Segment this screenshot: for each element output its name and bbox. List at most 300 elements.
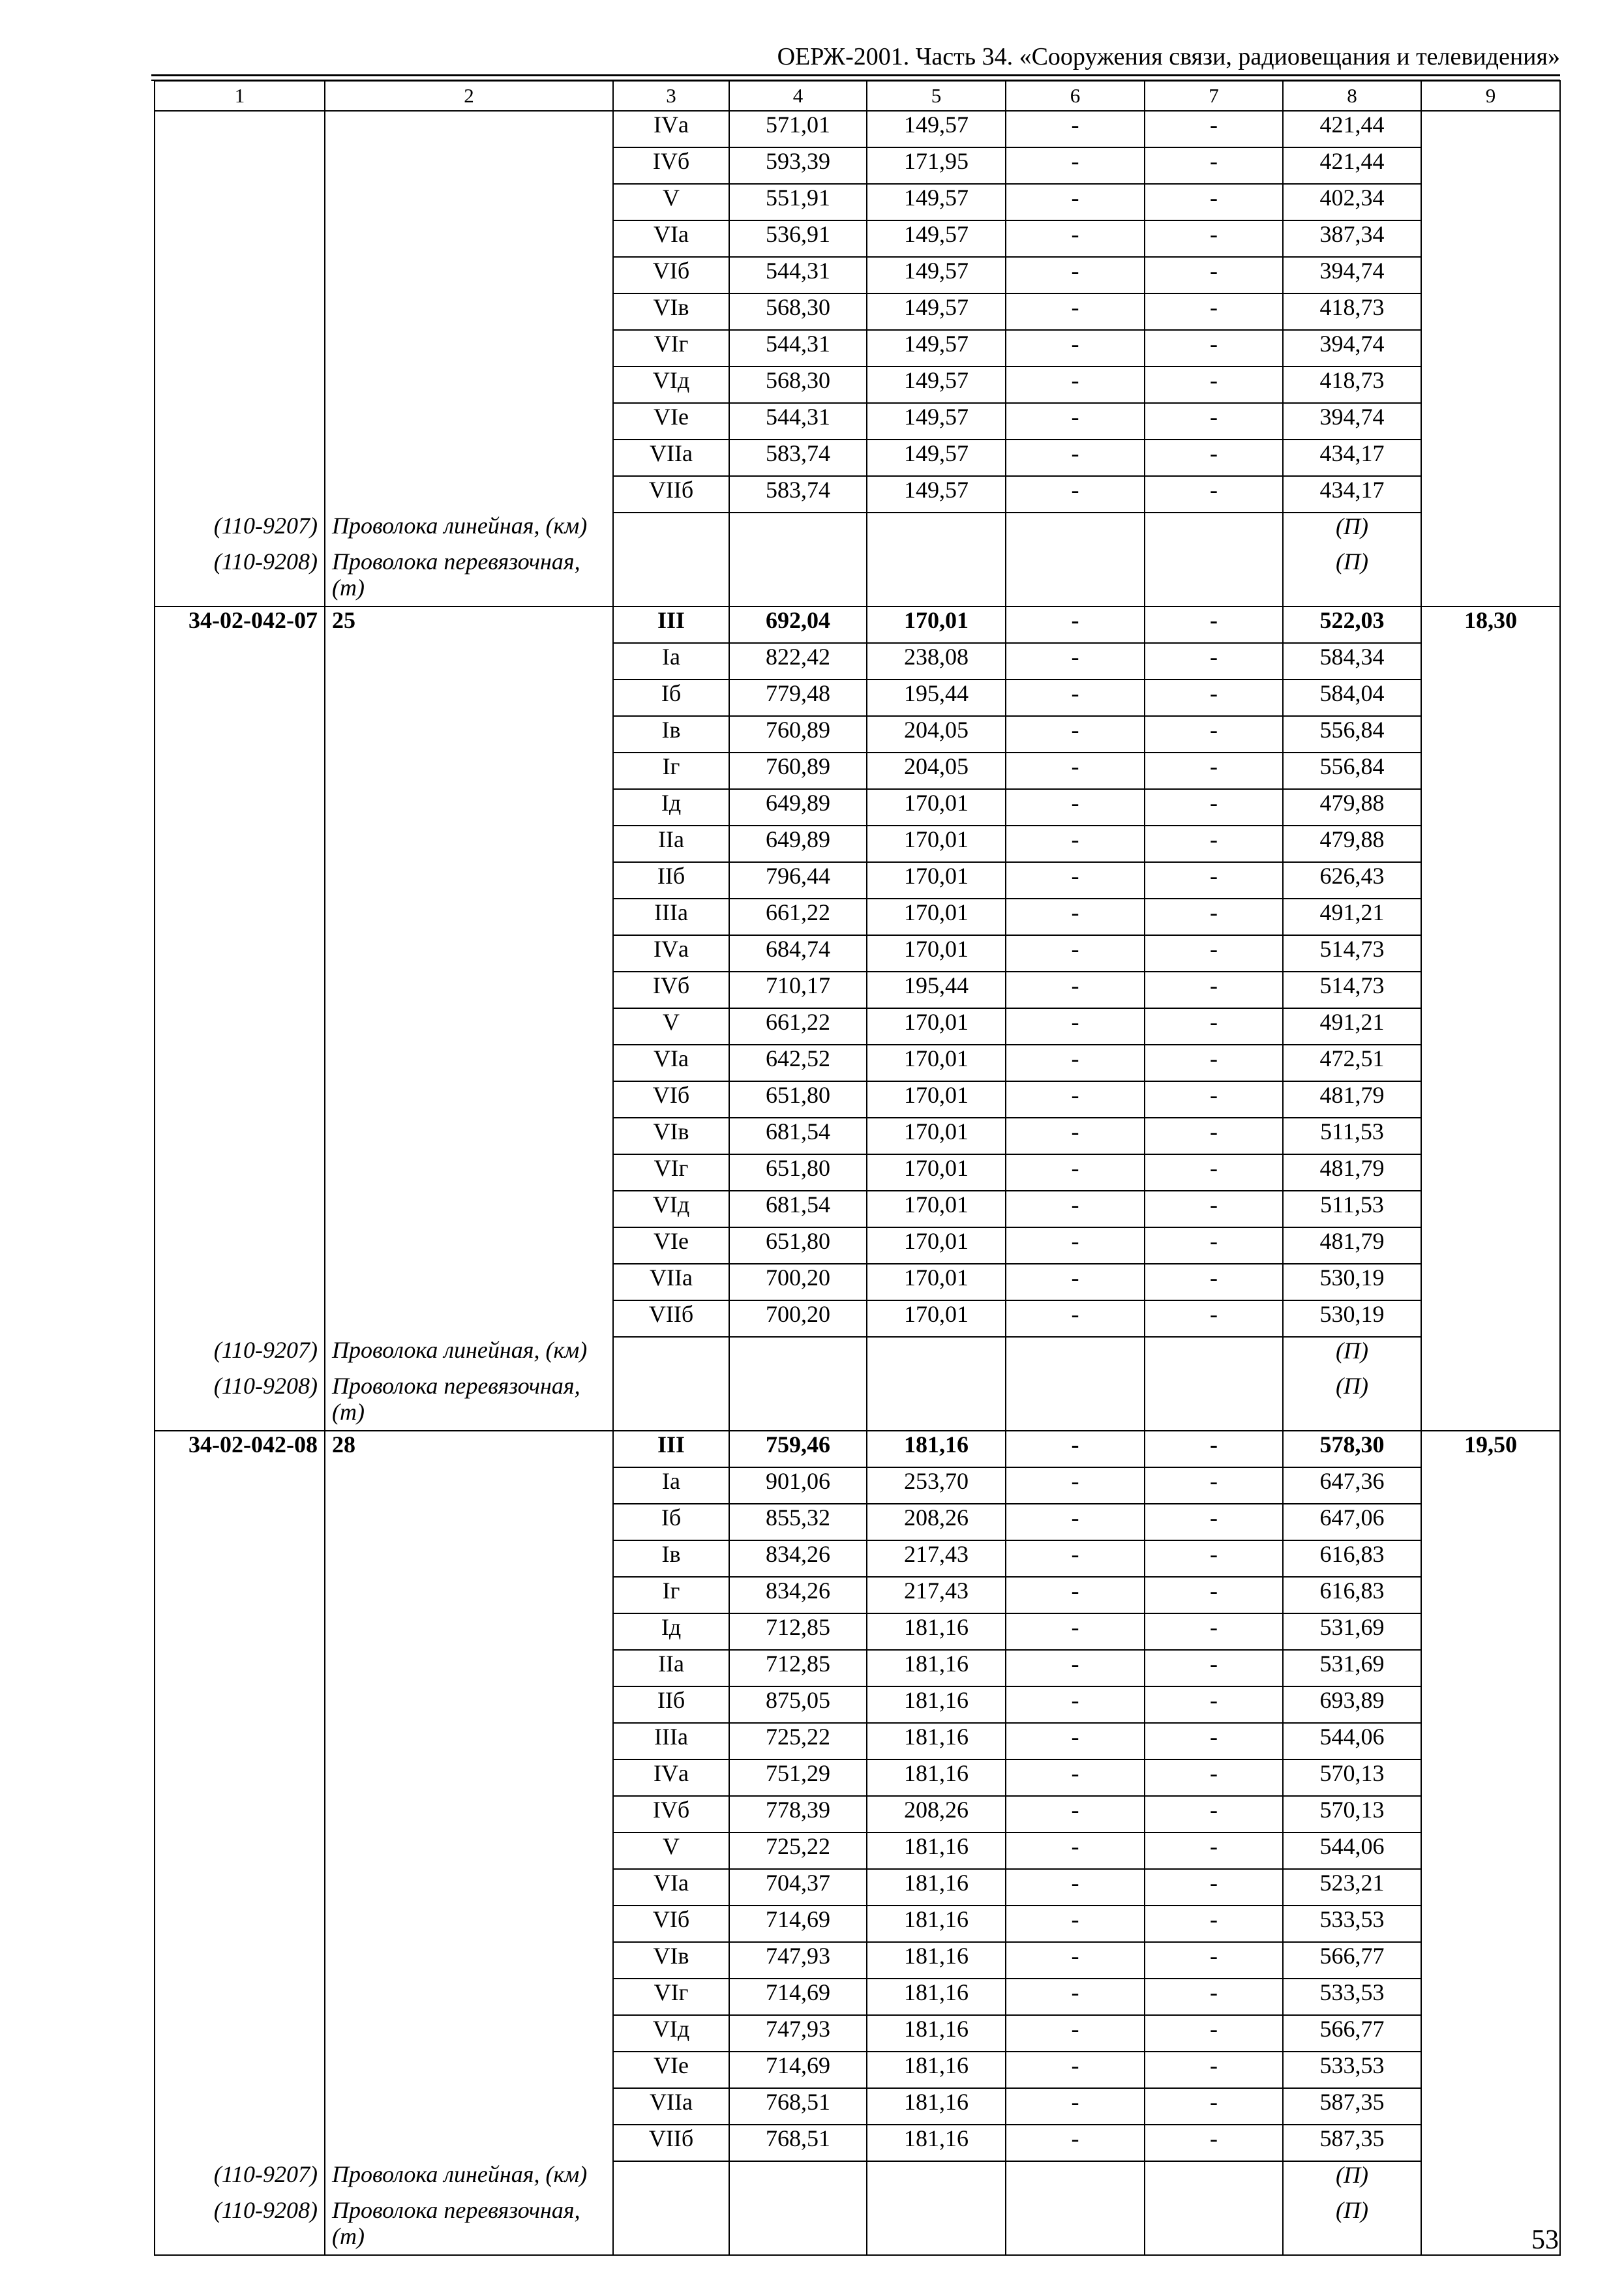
zone-cell: III bbox=[613, 1431, 729, 1467]
driver-wage-cell: - bbox=[1145, 1942, 1283, 1979]
materials-cost-cell: 531,69 bbox=[1283, 1650, 1421, 1686]
rate-code-cell bbox=[155, 257, 325, 293]
labor-cost-cell: 170,01 bbox=[867, 1264, 1006, 1300]
table-row bbox=[155, 1650, 1560, 1686]
table-row bbox=[155, 440, 1560, 476]
zone-cell: VIIб bbox=[613, 2125, 729, 2161]
empty-cell bbox=[867, 513, 1006, 548]
labor-cost-cell: 170,01 bbox=[867, 1008, 1006, 1045]
description-cell bbox=[325, 184, 613, 220]
table-row bbox=[155, 1118, 1560, 1154]
zone-cell: IIа bbox=[613, 1650, 729, 1686]
description-cell bbox=[325, 1759, 613, 1796]
empty-cell bbox=[1006, 548, 1145, 606]
materials-cost-cell: 514,73 bbox=[1283, 972, 1421, 1008]
total-cost-cell: 796,44 bbox=[729, 862, 867, 899]
labor-cost-cell: 170,01 bbox=[867, 1118, 1006, 1154]
table-row bbox=[155, 1577, 1560, 1613]
description-cell bbox=[325, 1081, 613, 1118]
labor-cost-cell: 181,16 bbox=[867, 2088, 1006, 2125]
resource-name-cell: Проволока перевязочная, (т) bbox=[325, 1373, 613, 1431]
column-number-row bbox=[155, 81, 1560, 111]
zone-cell: VIе bbox=[613, 1227, 729, 1264]
zone-cell: VIв bbox=[613, 293, 729, 330]
machine-cost-cell: - bbox=[1006, 1906, 1145, 1942]
materials-cost-cell: 556,84 bbox=[1283, 753, 1421, 789]
zone-cell: VIа bbox=[613, 1869, 729, 1906]
resource-row bbox=[155, 513, 1560, 548]
resource-value-cell: (П) bbox=[1283, 2197, 1421, 2255]
driver-wage-cell: - bbox=[1145, 1869, 1283, 1906]
labor-cost-cell: 181,16 bbox=[867, 2125, 1006, 2161]
materials-cost-cell: 578,30 bbox=[1283, 1431, 1421, 1467]
zone-cell: VIIа bbox=[613, 440, 729, 476]
labor-hours-cell bbox=[1421, 1264, 1560, 1300]
description-cell bbox=[325, 2015, 613, 2052]
description-cell bbox=[325, 367, 613, 403]
table-row bbox=[155, 111, 1560, 147]
labor-cost-cell: 170,01 bbox=[867, 1227, 1006, 1264]
driver-wage-cell: - bbox=[1145, 789, 1283, 826]
machine-cost-cell: - bbox=[1006, 1577, 1145, 1613]
total-cost-cell: 642,52 bbox=[729, 1045, 867, 1081]
column-number-1: 1 bbox=[155, 81, 325, 111]
total-cost-cell: 834,26 bbox=[729, 1577, 867, 1613]
materials-cost-cell: 402,34 bbox=[1283, 184, 1421, 220]
machine-cost-cell: - bbox=[1006, 862, 1145, 899]
total-cost-cell: 710,17 bbox=[729, 972, 867, 1008]
materials-cost-cell: 530,19 bbox=[1283, 1264, 1421, 1300]
labor-cost-cell: 149,57 bbox=[867, 330, 1006, 367]
empty-cell bbox=[613, 2161, 729, 2197]
rate-code-cell bbox=[155, 1979, 325, 2015]
zone-cell: VIд bbox=[613, 367, 729, 403]
table-row bbox=[155, 2015, 1560, 2052]
materials-cost-cell: 511,53 bbox=[1283, 1118, 1421, 1154]
machine-cost-cell: - bbox=[1006, 899, 1145, 935]
driver-wage-cell: - bbox=[1145, 1154, 1283, 1191]
machine-cost-cell: - bbox=[1006, 1869, 1145, 1906]
rate-code-cell bbox=[155, 643, 325, 680]
zone-cell: IVа bbox=[613, 111, 729, 147]
machine-cost-cell: - bbox=[1006, 1650, 1145, 1686]
table-row bbox=[155, 716, 1560, 753]
resource-row bbox=[155, 548, 1560, 606]
driver-wage-cell: - bbox=[1145, 716, 1283, 753]
machine-cost-cell: - bbox=[1006, 220, 1145, 257]
zone-cell: VIд bbox=[613, 1191, 729, 1227]
materials-cost-cell: 587,35 bbox=[1283, 2125, 1421, 2161]
materials-cost-cell: 533,53 bbox=[1283, 2052, 1421, 2088]
rate-code-cell bbox=[155, 862, 325, 899]
machine-cost-cell: - bbox=[1006, 2015, 1145, 2052]
driver-wage-cell: - bbox=[1145, 1650, 1283, 1686]
zone-cell: VIе bbox=[613, 403, 729, 440]
materials-cost-cell: 584,34 bbox=[1283, 643, 1421, 680]
labor-hours-cell bbox=[1421, 1613, 1560, 1650]
labor-cost-cell: 181,16 bbox=[867, 2052, 1006, 2088]
driver-wage-cell: - bbox=[1145, 1723, 1283, 1759]
materials-cost-cell: 394,74 bbox=[1283, 330, 1421, 367]
empty-cell bbox=[729, 1337, 867, 1373]
zone-cell: VIа bbox=[613, 220, 729, 257]
labor-hours-cell bbox=[1421, 184, 1560, 220]
rate-code-cell bbox=[155, 1118, 325, 1154]
driver-wage-cell: - bbox=[1145, 1796, 1283, 1833]
description-cell bbox=[325, 1264, 613, 1300]
labor-hours-cell bbox=[1421, 220, 1560, 257]
labor-hours-cell bbox=[1421, 1081, 1560, 1118]
table-row bbox=[155, 899, 1560, 935]
rate-code-cell bbox=[155, 147, 325, 184]
description-cell bbox=[325, 1613, 613, 1650]
rate-code-cell bbox=[155, 1154, 325, 1191]
table-row bbox=[155, 293, 1560, 330]
machine-cost-cell: - bbox=[1006, 680, 1145, 716]
zone-cell: VIв bbox=[613, 1118, 729, 1154]
rate-code-cell: 34-02-042-08 bbox=[155, 1431, 325, 1467]
labor-cost-cell: 149,57 bbox=[867, 111, 1006, 147]
machine-cost-cell: - bbox=[1006, 2125, 1145, 2161]
empty-cell bbox=[1145, 2161, 1283, 2197]
zone-cell: Iв bbox=[613, 716, 729, 753]
labor-cost-cell: 171,95 bbox=[867, 147, 1006, 184]
zone-cell: IVа bbox=[613, 1759, 729, 1796]
zone-cell: VIб bbox=[613, 1906, 729, 1942]
labor-hours-cell bbox=[1421, 1118, 1560, 1154]
rate-code-cell bbox=[155, 1796, 325, 1833]
rate-code-cell bbox=[155, 935, 325, 972]
zone-cell: Iг bbox=[613, 1577, 729, 1613]
description-cell bbox=[325, 111, 613, 147]
total-cost-cell: 700,20 bbox=[729, 1264, 867, 1300]
machine-cost-cell: - bbox=[1006, 2088, 1145, 2125]
empty-cell bbox=[1006, 513, 1145, 548]
machine-cost-cell: - bbox=[1006, 476, 1145, 513]
zone-cell: IIб bbox=[613, 1686, 729, 1723]
driver-wage-cell: - bbox=[1145, 1191, 1283, 1227]
description-cell bbox=[325, 1686, 613, 1723]
total-cost-cell: 681,54 bbox=[729, 1118, 867, 1154]
labor-hours-cell bbox=[1421, 1942, 1560, 1979]
table-row bbox=[155, 147, 1560, 184]
description-cell bbox=[325, 716, 613, 753]
total-cost-cell: 779,48 bbox=[729, 680, 867, 716]
labor-cost-cell: 204,05 bbox=[867, 753, 1006, 789]
materials-cost-cell: 522,03 bbox=[1283, 606, 1421, 643]
zone-cell: VIIа bbox=[613, 2088, 729, 2125]
driver-wage-cell: - bbox=[1145, 606, 1283, 643]
resource-value-cell: (П) bbox=[1283, 513, 1421, 548]
materials-cost-cell: 511,53 bbox=[1283, 1191, 1421, 1227]
rate-code-cell bbox=[155, 1942, 325, 1979]
driver-wage-cell: - bbox=[1145, 643, 1283, 680]
machine-cost-cell: - bbox=[1006, 1154, 1145, 1191]
resource-name-cell: Проволока линейная, (км) bbox=[325, 2161, 613, 2197]
materials-cost-cell: 647,06 bbox=[1283, 1504, 1421, 1540]
total-cost-cell: 760,89 bbox=[729, 753, 867, 789]
labor-hours-cell bbox=[1421, 147, 1560, 184]
labor-hours-cell bbox=[1421, 1191, 1560, 1227]
driver-wage-cell: - bbox=[1145, 403, 1283, 440]
description-cell bbox=[325, 1650, 613, 1686]
materials-cost-cell: 491,21 bbox=[1283, 1008, 1421, 1045]
rate-code-cell bbox=[155, 403, 325, 440]
materials-cost-cell: 566,77 bbox=[1283, 2015, 1421, 2052]
total-cost-cell: 551,91 bbox=[729, 184, 867, 220]
rate-code-cell bbox=[155, 1613, 325, 1650]
machine-cost-cell: - bbox=[1006, 1081, 1145, 1118]
total-cost-cell: 760,89 bbox=[729, 716, 867, 753]
resource-value-cell: (П) bbox=[1283, 548, 1421, 606]
total-cost-cell: 712,85 bbox=[729, 1650, 867, 1686]
labor-cost-cell: 170,01 bbox=[867, 789, 1006, 826]
labor-hours-cell bbox=[1421, 862, 1560, 899]
empty-cell bbox=[1006, 1337, 1145, 1373]
rate-code-cell bbox=[155, 184, 325, 220]
description-cell bbox=[325, 643, 613, 680]
zone-cell: Iа bbox=[613, 1467, 729, 1504]
labor-hours-cell bbox=[1421, 1723, 1560, 1759]
empty-cell bbox=[613, 2197, 729, 2255]
empty-cell bbox=[867, 1373, 1006, 1431]
resource-row bbox=[155, 1337, 1560, 1373]
resource-name-cell: Проволока линейная, (км) bbox=[325, 513, 613, 548]
table-row bbox=[155, 1227, 1560, 1264]
description-cell: 28 bbox=[325, 1431, 613, 1467]
resource-row bbox=[155, 2197, 1560, 2255]
labor-cost-cell: 170,01 bbox=[867, 1045, 1006, 1081]
zone-cell: Iд bbox=[613, 1613, 729, 1650]
table-row bbox=[155, 1723, 1560, 1759]
labor-hours-cell bbox=[1421, 716, 1560, 753]
labor-cost-cell: 149,57 bbox=[867, 220, 1006, 257]
column-number-6: 6 bbox=[1006, 81, 1145, 111]
labor-hours-cell bbox=[1421, 643, 1560, 680]
description-cell bbox=[325, 1154, 613, 1191]
table-row bbox=[155, 753, 1560, 789]
driver-wage-cell: - bbox=[1145, 2125, 1283, 2161]
resource-code-cell: (110-9208) bbox=[155, 1373, 325, 1431]
labor-hours-cell bbox=[1421, 899, 1560, 935]
labor-cost-cell: 208,26 bbox=[867, 1796, 1006, 1833]
rate-code-cell bbox=[155, 220, 325, 257]
total-cost-cell: 778,39 bbox=[729, 1796, 867, 1833]
description-cell bbox=[325, 1833, 613, 1869]
materials-cost-cell: 523,21 bbox=[1283, 1869, 1421, 1906]
machine-cost-cell: - bbox=[1006, 935, 1145, 972]
machine-cost-cell: - bbox=[1006, 606, 1145, 643]
description-cell bbox=[325, 1467, 613, 1504]
total-cost-cell: 649,89 bbox=[729, 826, 867, 862]
machine-cost-cell: - bbox=[1006, 1008, 1145, 1045]
empty-cell bbox=[729, 548, 867, 606]
zone-cell: V bbox=[613, 1833, 729, 1869]
labor-cost-cell: 217,43 bbox=[867, 1540, 1006, 1577]
driver-wage-cell: - bbox=[1145, 1979, 1283, 2015]
total-cost-cell: 759,46 bbox=[729, 1431, 867, 1467]
driver-wage-cell: - bbox=[1145, 899, 1283, 935]
description-cell bbox=[325, 1979, 613, 2015]
labor-hours-cell bbox=[1421, 680, 1560, 716]
empty-cell bbox=[867, 2161, 1006, 2197]
driver-wage-cell: - bbox=[1145, 330, 1283, 367]
total-cost-cell: 747,93 bbox=[729, 1942, 867, 1979]
resource-name-cell: Проволока перевязочная, (т) bbox=[325, 2197, 613, 2255]
rate-code-cell bbox=[155, 1045, 325, 1081]
description-cell bbox=[325, 1540, 613, 1577]
labor-cost-cell: 217,43 bbox=[867, 1577, 1006, 1613]
machine-cost-cell: - bbox=[1006, 367, 1145, 403]
description-cell bbox=[325, 440, 613, 476]
total-cost-cell: 661,22 bbox=[729, 1008, 867, 1045]
description-cell bbox=[325, 1906, 613, 1942]
rate-code-cell bbox=[155, 1650, 325, 1686]
labor-cost-cell: 195,44 bbox=[867, 972, 1006, 1008]
empty-cell bbox=[613, 548, 729, 606]
rate-code-cell bbox=[155, 1869, 325, 1906]
driver-wage-cell: - bbox=[1145, 1264, 1283, 1300]
labor-hours-cell bbox=[1421, 1979, 1560, 2015]
machine-cost-cell: - bbox=[1006, 1759, 1145, 1796]
total-cost-cell: 725,22 bbox=[729, 1723, 867, 1759]
labor-hours-cell bbox=[1421, 2052, 1560, 2088]
rate-code-cell bbox=[155, 716, 325, 753]
resource-code-cell: (110-9208) bbox=[155, 548, 325, 606]
rate-code-cell bbox=[155, 789, 325, 826]
rate-code-cell bbox=[155, 1300, 325, 1337]
zone-cell: VIв bbox=[613, 1942, 729, 1979]
machine-cost-cell: - bbox=[1006, 789, 1145, 826]
rate-code-cell bbox=[155, 2125, 325, 2161]
header-rule-thick bbox=[151, 74, 1560, 76]
table-row bbox=[155, 1796, 1560, 1833]
machine-cost-cell: - bbox=[1006, 1504, 1145, 1540]
labor-hours-cell: 18,30 bbox=[1421, 606, 1560, 643]
column-number-7: 7 bbox=[1145, 81, 1283, 111]
driver-wage-cell: - bbox=[1145, 862, 1283, 899]
rate-code-cell bbox=[155, 2015, 325, 2052]
zone-cell: Iв bbox=[613, 1540, 729, 1577]
labor-cost-cell: 170,01 bbox=[867, 899, 1006, 935]
materials-cost-cell: 693,89 bbox=[1283, 1686, 1421, 1723]
rate-code-cell bbox=[155, 1504, 325, 1540]
empty-cell bbox=[613, 1373, 729, 1431]
materials-cost-cell: 479,88 bbox=[1283, 826, 1421, 862]
machine-cost-cell: - bbox=[1006, 1613, 1145, 1650]
driver-wage-cell: - bbox=[1145, 367, 1283, 403]
zone-cell: Iб bbox=[613, 680, 729, 716]
table-row bbox=[155, 2088, 1560, 2125]
description-cell bbox=[325, 1723, 613, 1759]
description-cell bbox=[325, 1504, 613, 1540]
labor-cost-cell: 238,08 bbox=[867, 643, 1006, 680]
labor-hours-cell bbox=[1421, 935, 1560, 972]
table-row bbox=[155, 1613, 1560, 1650]
empty-cell bbox=[613, 513, 729, 548]
machine-cost-cell: - bbox=[1006, 972, 1145, 1008]
description-cell bbox=[325, 293, 613, 330]
labor-cost-cell: 170,01 bbox=[867, 862, 1006, 899]
materials-cost-cell: 570,13 bbox=[1283, 1796, 1421, 1833]
empty-cell bbox=[729, 1373, 867, 1431]
driver-wage-cell: - bbox=[1145, 476, 1283, 513]
rate-code-cell bbox=[155, 826, 325, 862]
description-cell bbox=[325, 1191, 613, 1227]
machine-cost-cell: - bbox=[1006, 1300, 1145, 1337]
empty-cell bbox=[1421, 2161, 1560, 2197]
driver-wage-cell: - bbox=[1145, 1467, 1283, 1504]
empty-cell bbox=[729, 2197, 867, 2255]
labor-cost-cell: 181,16 bbox=[867, 1431, 1006, 1467]
labor-cost-cell: 195,44 bbox=[867, 680, 1006, 716]
total-cost-cell: 751,29 bbox=[729, 1759, 867, 1796]
labor-hours-cell bbox=[1421, 1540, 1560, 1577]
driver-wage-cell: - bbox=[1145, 1045, 1283, 1081]
labor-hours-cell: 19,50 bbox=[1421, 1431, 1560, 1467]
description-cell bbox=[325, 899, 613, 935]
total-cost-cell: 593,39 bbox=[729, 147, 867, 184]
materials-cost-cell: 530,19 bbox=[1283, 1300, 1421, 1337]
empty-cell bbox=[867, 2197, 1006, 2255]
labor-hours-cell bbox=[1421, 440, 1560, 476]
table-row bbox=[155, 1467, 1560, 1504]
driver-wage-cell: - bbox=[1145, 184, 1283, 220]
materials-cost-cell: 556,84 bbox=[1283, 716, 1421, 753]
table-row bbox=[155, 220, 1560, 257]
rates-table-body bbox=[155, 81, 1560, 2255]
materials-cost-cell: 616,83 bbox=[1283, 1577, 1421, 1613]
labor-cost-cell: 181,16 bbox=[867, 1833, 1006, 1869]
labor-hours-cell bbox=[1421, 403, 1560, 440]
machine-cost-cell: - bbox=[1006, 2052, 1145, 2088]
labor-cost-cell: 181,16 bbox=[867, 1686, 1006, 1723]
table-row bbox=[155, 1869, 1560, 1906]
labor-cost-cell: 181,16 bbox=[867, 1759, 1006, 1796]
labor-cost-cell: 149,57 bbox=[867, 257, 1006, 293]
empty-cell bbox=[729, 513, 867, 548]
table-row bbox=[155, 2125, 1560, 2161]
total-cost-cell: 583,74 bbox=[729, 476, 867, 513]
labor-cost-cell: 170,01 bbox=[867, 1154, 1006, 1191]
column-number-8: 8 bbox=[1283, 81, 1421, 111]
resource-name-cell: Проволока перевязочная, (т) bbox=[325, 548, 613, 606]
total-cost-cell: 651,80 bbox=[729, 1227, 867, 1264]
table-row bbox=[155, 184, 1560, 220]
rate-code-cell bbox=[155, 293, 325, 330]
zone-cell: Iг bbox=[613, 753, 729, 789]
rate-code-cell bbox=[155, 972, 325, 1008]
materials-cost-cell: 626,43 bbox=[1283, 862, 1421, 899]
empty-cell bbox=[1421, 513, 1560, 548]
total-cost-cell: 684,74 bbox=[729, 935, 867, 972]
total-cost-cell: 649,89 bbox=[729, 789, 867, 826]
labor-hours-cell bbox=[1421, 1008, 1560, 1045]
rates-table bbox=[154, 80, 1561, 2256]
machine-cost-cell: - bbox=[1006, 1431, 1145, 1467]
total-cost-cell: 571,01 bbox=[729, 111, 867, 147]
description-cell bbox=[325, 1942, 613, 1979]
labor-cost-cell: 181,16 bbox=[867, 1613, 1006, 1650]
empty-cell bbox=[867, 548, 1006, 606]
total-cost-cell: 651,80 bbox=[729, 1154, 867, 1191]
total-cost-cell: 544,31 bbox=[729, 257, 867, 293]
machine-cost-cell: - bbox=[1006, 826, 1145, 862]
table-row bbox=[155, 1759, 1560, 1796]
table-row bbox=[155, 789, 1560, 826]
labor-hours-cell bbox=[1421, 476, 1560, 513]
driver-wage-cell: - bbox=[1145, 293, 1283, 330]
